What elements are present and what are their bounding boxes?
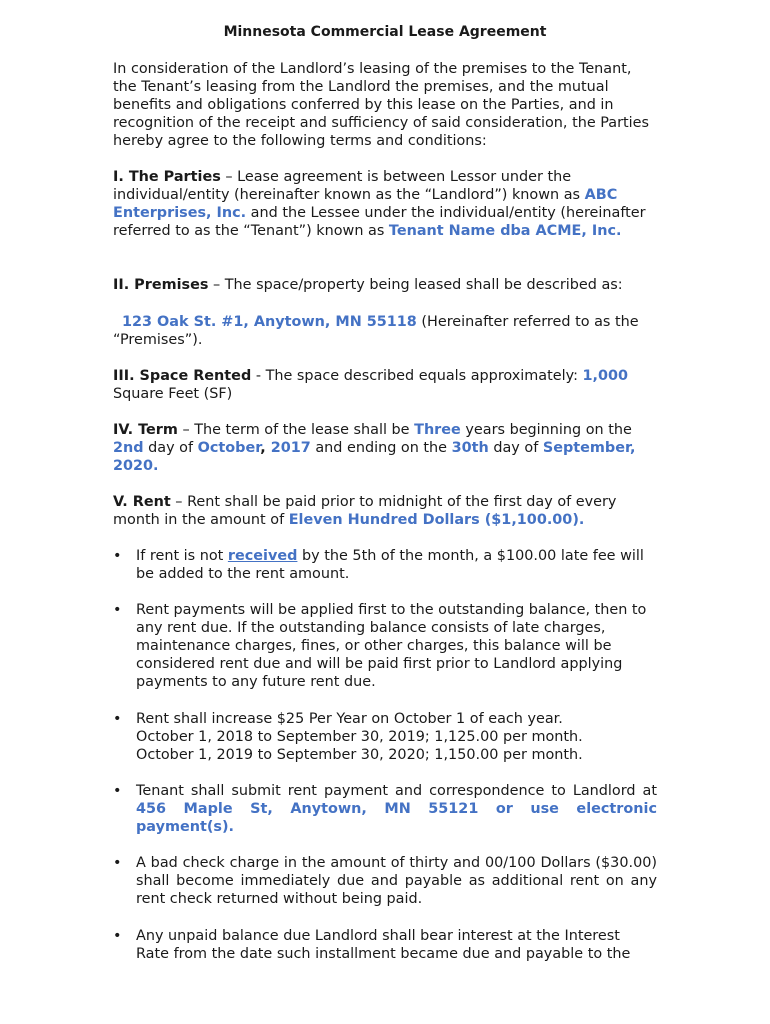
increase-line-2: October 1, 2018 to September 30, 2019; 1,125.00 per month. xyxy=(136,729,583,746)
bullet-marker: • xyxy=(113,548,122,564)
space-text-1: - The space described equals approximately: xyxy=(251,368,583,384)
late-text-2: by the 5th of the month, a $100.00 late fee will be added to the rent amount. xyxy=(136,548,644,583)
intro-paragraph: In consideration of the Landlord’s leasing of the premises to the Tenant, the Tenant’s leasing from the Landlord the premises, and the mutual benefits and obligations conferred by this lease on the Parties, and in recognition of the receipt and sufficiency of said consideration, the Parties hereby agree to the following terms and conditions: xyxy=(113,61,650,150)
term-text-5: day of xyxy=(488,440,543,457)
bullet-marker: • xyxy=(113,928,122,944)
space-rented-section xyxy=(113,367,658,403)
premises-heading: II. Premises xyxy=(113,277,209,293)
term-start-month: October xyxy=(197,440,261,457)
page-title: Minnesota Commercial Lease Agreement xyxy=(223,24,547,40)
increase-line-3: October 1, 2019 to September 30, 2020; 1,150.00 per month. xyxy=(136,747,583,764)
premises-text-2: (Hereinafter referred to as the “Premises”). xyxy=(113,314,639,349)
term-text-2: years beginning on the xyxy=(460,422,632,438)
list-item-rent-increase xyxy=(136,710,657,764)
space-heading: III. Space Rented xyxy=(113,368,252,384)
bullet-marker: • xyxy=(113,602,122,618)
space-amount: 1,000 xyxy=(582,368,629,384)
parties-text-1: – Lease agreement is between Lessor under the individual/entity (hereinafter known as the “Landlord”) known as xyxy=(113,169,585,204)
submit-text-1: Tenant shall submit rent payment and correspondence to Landlord at xyxy=(136,783,657,799)
space-text-2: Square Feet (SF) xyxy=(113,386,233,403)
term-end-date: September, 2020. xyxy=(113,440,636,475)
parties-section xyxy=(113,168,658,240)
list-item-late-fee xyxy=(136,547,657,583)
parties-text-2: and the Lessee under the individual/entity (hereinafter referred to as the “Tenant”) known as xyxy=(113,205,646,240)
term-comma: , xyxy=(260,440,266,457)
rent-text-1: – Rent shall be paid prior to midnight of the first day of every month in the amount of xyxy=(113,494,617,529)
premises-address: 123 Oak St. #1, Anytown, MN 55118 xyxy=(122,314,417,330)
received-link[interactable]: received xyxy=(227,548,298,564)
term-heading: IV. Term xyxy=(113,422,178,438)
parties-heading: I. The Parties xyxy=(113,169,221,185)
term-text-3: day of xyxy=(143,440,198,457)
bullet-marker: • xyxy=(113,855,122,871)
list-item-submit-payment xyxy=(136,782,657,836)
list-item-bad-check: A bad check charge in the amount of thirty and 00/100 Dollars ($30.00) shall become immediately due and payable as additional rent on any rent check returned without being paid. xyxy=(136,855,657,908)
rent-heading: V. Rent xyxy=(113,494,171,510)
term-start-year: 2017 xyxy=(265,440,311,457)
list-item-interest: Any unpaid balance due Landlord shall bear interest at the Interest Rate from the date such installment became due and payable to the xyxy=(136,928,631,963)
premises-text-1: – The space/property being leased shall be described as: xyxy=(208,277,623,293)
term-end-day: 30th xyxy=(451,440,489,457)
list-item-payments-applied: Rent payments will be applied first to the outstanding balance, then to any rent due. If the outstanding balance consists of late charges, maintenance charges, fines, or other charges, this balance will be considered rent due and will be paid first prior to Landlord applying payments to any future rent due. xyxy=(136,602,647,691)
late-text-1: If rent is not xyxy=(136,548,228,564)
premises-address-line xyxy=(113,313,658,349)
rent-amount: Eleven Hundred Dollars ($1,100.00). xyxy=(288,512,585,529)
term-start-day: 2nd xyxy=(113,440,144,457)
term-years: Three xyxy=(414,422,461,438)
premises-heading-line xyxy=(113,276,658,294)
payment-address: 456 Maple St, Anytown, MN 55121 or use electronic payment(s). xyxy=(136,801,657,836)
increase-line-1: Rent shall increase $25 Per Year on October 1 of each year. xyxy=(136,711,563,727)
landlord-name: ABC Enterprises, Inc. xyxy=(113,187,618,222)
term-text-4: and ending on the xyxy=(310,440,452,457)
rent-section xyxy=(113,493,658,529)
bullet-marker: • xyxy=(113,783,122,799)
term-text-1: – The term of the lease shall be xyxy=(177,422,415,438)
tenant-name: Tenant Name dba ACME, Inc. xyxy=(388,223,622,240)
bullet-marker: • xyxy=(113,711,122,727)
term-section xyxy=(113,421,658,475)
